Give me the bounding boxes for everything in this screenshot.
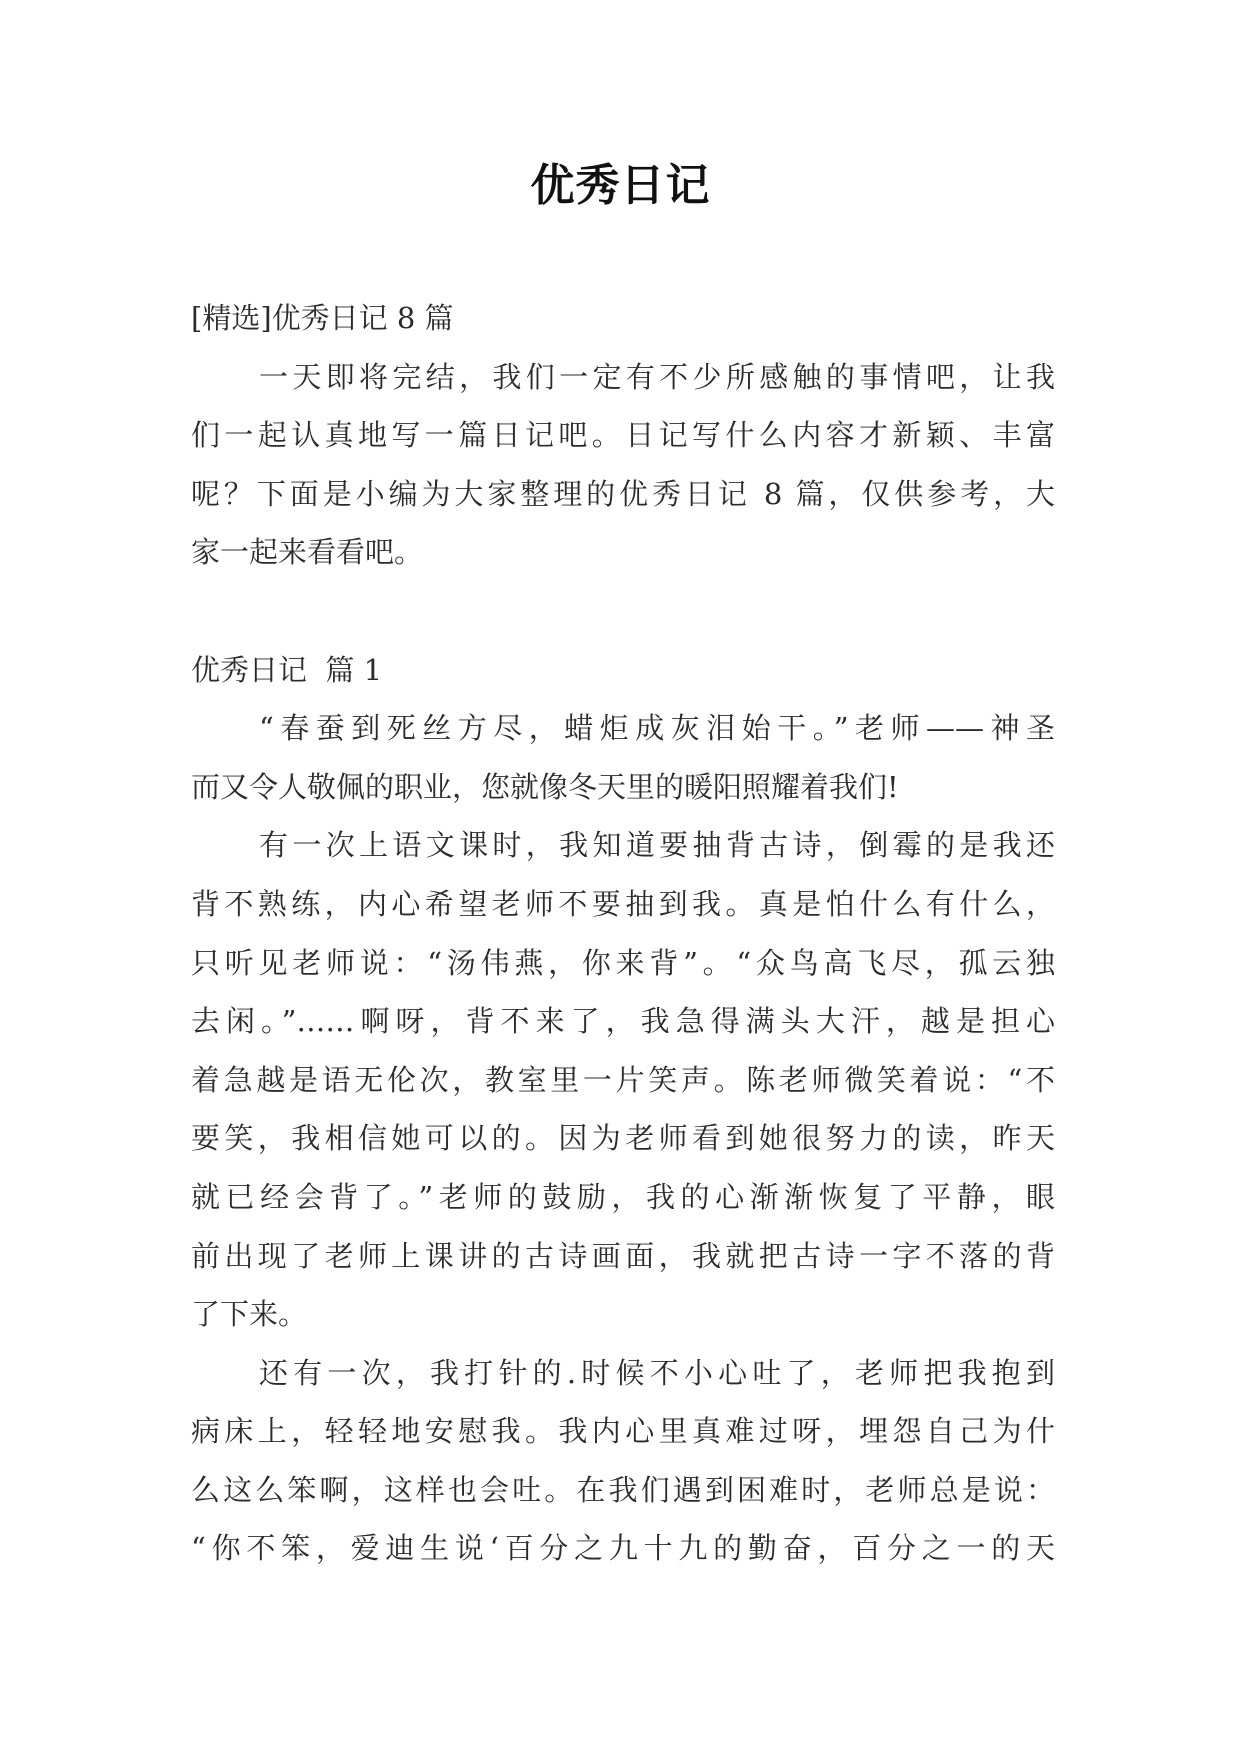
paragraph-line: “你不笨，爱迪生说‘百分之九十九的勤奋，百分之一的天	[191, 1531, 1055, 1566]
document-body	[191, 289, 1055, 1578]
paragraph-line: 了下来。	[191, 1297, 308, 1332]
paragraph-line: 去闲。”……啊呀，背不来了，我急得满头大汗，越是担心	[191, 1004, 1055, 1039]
paragraph-line: 还有一次，我打针的.时候不小心吐了，老师把我抱到	[259, 1355, 1055, 1390]
paragraph-line: 病床上，轻轻地安慰我。我内心里真难过呀，埋怨自己为什	[191, 1414, 1055, 1449]
intro-paragraph	[191, 348, 1055, 582]
paragraph-line: 们一起认真地写一篇日记吧。日记写什么内容才新颖、丰富	[191, 418, 1055, 453]
paragraph-line: 只听见老师说：“汤伟燕，你来背”。“众鸟高飞尽，孤云独	[191, 945, 1055, 980]
paragraph-line: 而又令人敬佩的职业，您就像冬天里的暖阳照耀着我们!	[191, 769, 899, 804]
paragraph-line: “春蚕到死丝方尽，蜡炬成灰泪始干。”老师——神圣	[259, 711, 1055, 746]
diary-section	[191, 641, 1055, 1579]
paragraph-line: 家一起来看看吧。	[191, 535, 424, 570]
paragraph-line: 前出现了老师上课讲的古诗画面，我就把古诗一字不落的背	[191, 1238, 1055, 1273]
paragraph-line: 有一次上语文课时，我知道要抽背古诗，倒霉的是我还	[259, 828, 1055, 863]
paragraph-line: 背不熟练，内心希望老师不要抽到我。真是怕什么有什么，	[191, 886, 1055, 921]
paragraph-line: 么这么笨啊，这样也会吐。在我们遇到困难时，老师总是说：	[191, 1472, 1055, 1507]
paragraph-line: 一天即将完结，我们一定有不少所感触的事情吧，让我	[259, 359, 1055, 394]
paragraph-line: 要笑，我相信她可以的。因为老师看到她很努力的读，昨天	[191, 1121, 1055, 1156]
document-subtitle: [精选]优秀日记 8 篇	[191, 301, 454, 335]
document-title: 优秀日记	[530, 160, 711, 211]
paragraph	[191, 699, 1055, 816]
paragraph-line: 着急越是语无伦次，教室里一片笑声。陈老师微笑着说：“不	[191, 1062, 1055, 1097]
paragraph	[191, 1344, 1055, 1578]
paragraph	[191, 816, 1055, 1343]
paragraph-line: 呢？下面是小编为大家整理的优秀日记 8 篇，仅供参考，大	[191, 476, 1055, 511]
blank-line	[191, 582, 1055, 641]
section-heading: 优秀日记 篇 1	[191, 652, 383, 687]
paragraph-line: 就已经会背了。”老师的鼓励，我的心渐渐恢复了平静，眼	[191, 1179, 1055, 1214]
